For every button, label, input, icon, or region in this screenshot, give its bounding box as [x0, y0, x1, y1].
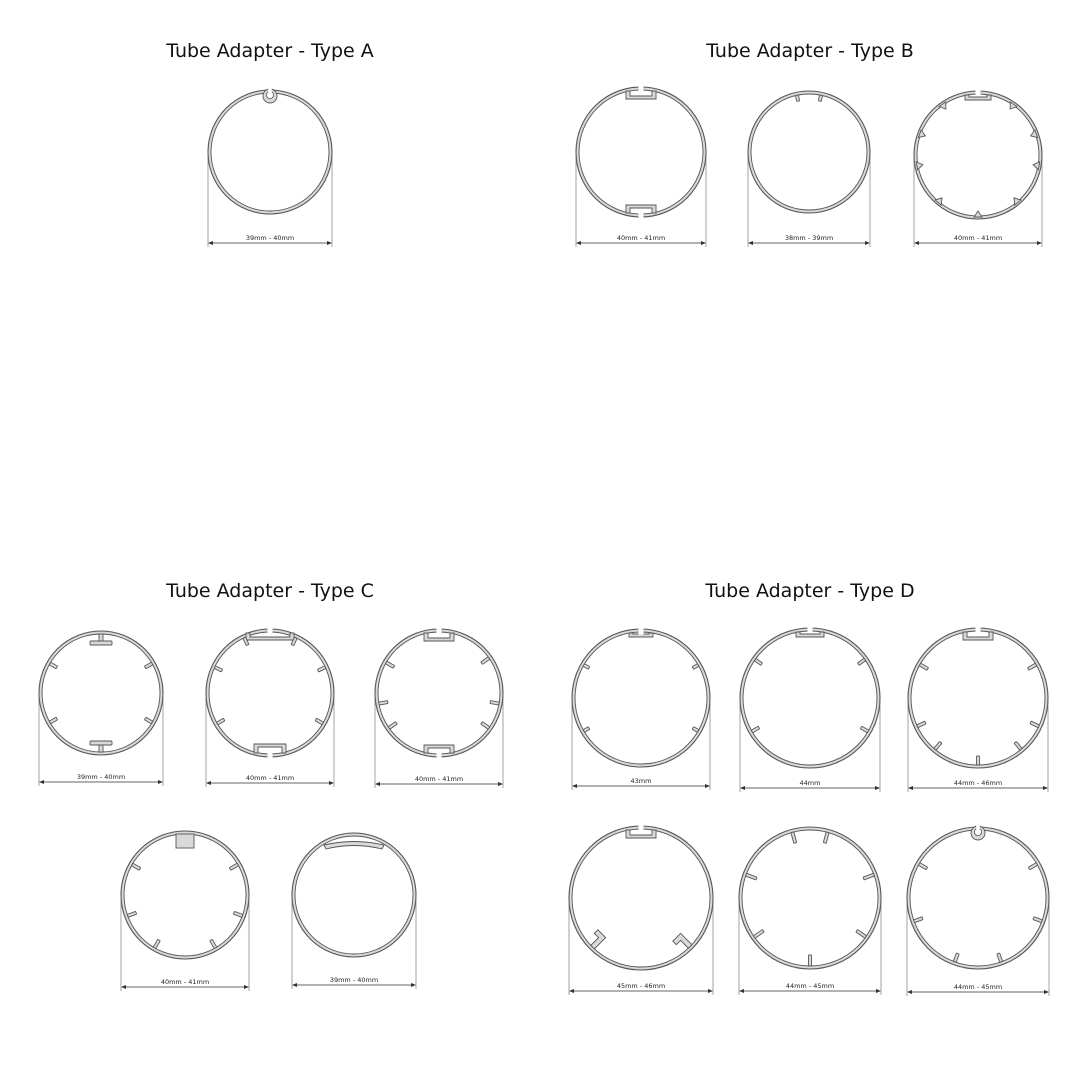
slot-opening: [437, 752, 441, 758]
dimension-label: 40mm - 41mm: [414, 775, 464, 783]
tube-profile: [739, 827, 881, 995]
dimension-arrow: [208, 241, 213, 245]
dimension-label: 40mm - 41mm: [953, 234, 1003, 242]
inner-fin: [818, 95, 822, 101]
dimension-label: 38mm - 39mm: [784, 234, 834, 242]
tube-wall-inner: [742, 830, 878, 966]
dimension-arrow: [121, 985, 126, 989]
dimension-arrow: [876, 989, 881, 993]
tube-profile: [914, 90, 1042, 247]
key-block: [176, 834, 194, 848]
dimension-label: 39mm - 40mm: [329, 976, 379, 984]
title-type-c: Tube Adapter - Type C: [166, 580, 374, 602]
tube-wall-inner: [209, 632, 331, 754]
dimension-arrow: [576, 241, 581, 245]
dimension-arrow: [1037, 241, 1042, 245]
dimension-label: 39mm - 40mm: [76, 773, 126, 781]
title-type-d: Tube Adapter - Type D: [705, 580, 915, 602]
dimension-arrow: [1044, 990, 1049, 994]
inner-fin: [977, 756, 980, 765]
slot-opening: [808, 627, 812, 633]
tube-wall-inner: [917, 94, 1039, 216]
dimension-label: 44mm: [799, 779, 821, 787]
tube-wall-inner: [911, 631, 1045, 765]
tube-profile: [292, 833, 416, 989]
tube-wall-inner: [124, 834, 246, 956]
dimension-arrow: [244, 985, 249, 989]
inner-fin: [809, 955, 812, 966]
dimension-label: 39mm - 40mm: [245, 234, 295, 242]
dimension-label: 40mm - 41mm: [245, 774, 295, 782]
dimension-arrow: [572, 784, 577, 788]
tube-profile: [206, 628, 334, 787]
dimension-arrow: [914, 241, 919, 245]
tube-profile: [908, 627, 1048, 792]
dimension-arrow: [740, 786, 745, 790]
dimension-label: 45mm - 46mm: [616, 982, 666, 990]
t-bar: [90, 641, 112, 645]
slot-opening: [639, 212, 643, 218]
dimension-arrow: [206, 781, 211, 785]
dimension-arrow: [292, 983, 297, 987]
title-type-a: Tube Adapter - Type A: [166, 40, 374, 62]
keyhole-notch: [263, 87, 277, 103]
dimension-arrow: [865, 241, 870, 245]
tube-wall-inner: [42, 634, 160, 752]
tube-wall-inner: [378, 632, 500, 754]
dimension-label: 40mm - 41mm: [616, 234, 666, 242]
slot-opening: [437, 628, 441, 634]
keyhole-gap: [268, 87, 272, 93]
tube-profile: [907, 824, 1049, 996]
dimension-arrow: [907, 990, 912, 994]
tube-wall-inner: [910, 830, 1046, 966]
slot-opening: [639, 86, 643, 92]
slot-opening: [639, 825, 643, 831]
tube-profile: [39, 631, 163, 786]
tube-profile: [375, 628, 503, 788]
tube-profile: [740, 627, 880, 792]
tube-wall-inner: [575, 632, 707, 764]
dimension-arrow: [39, 780, 44, 784]
tube-wall-inner: [751, 94, 867, 210]
dimension-label: 44mm - 45mm: [953, 983, 1003, 991]
dimension-arrow: [498, 782, 503, 786]
t-bar: [90, 741, 112, 745]
tube-profile: [748, 91, 870, 247]
dimension-arrow: [748, 241, 753, 245]
dimension-arrow: [569, 989, 574, 993]
dimension-arrow: [1043, 786, 1048, 790]
tube-profile: [208, 87, 332, 247]
slot-opening: [976, 90, 980, 96]
dimension-arrow: [739, 989, 744, 993]
dimension-arrow: [411, 983, 416, 987]
dimension-arrow: [708, 989, 713, 993]
tube-profile: [121, 831, 249, 991]
dimension-arrow: [875, 786, 880, 790]
tube-wall-inner: [579, 90, 703, 214]
dimension-label: 44mm - 45mm: [785, 982, 835, 990]
dimension-arrow: [375, 782, 380, 786]
dimension-arrow: [329, 781, 334, 785]
title-type-b: Tube Adapter - Type B: [706, 40, 914, 62]
dimension-label: 43mm: [630, 777, 652, 785]
tube-wall-inner: [743, 631, 877, 765]
slot-opening: [268, 752, 272, 758]
slot-opening: [268, 628, 272, 634]
dimension-arrow: [327, 241, 332, 245]
tube-profile: [576, 86, 706, 247]
dimension-label: 44mm - 46mm: [953, 779, 1003, 787]
tube-wall-inner: [211, 93, 329, 211]
dimension-arrow: [705, 784, 710, 788]
inner-fin: [795, 95, 799, 101]
profile-group: [39, 86, 1049, 996]
dimension-arrow: [158, 780, 163, 784]
dimension-label: 40mm - 41mm: [160, 978, 210, 986]
dimension-arrow: [908, 786, 913, 790]
tube-profile: [569, 825, 713, 995]
tube-wall-inner: [295, 836, 413, 954]
dimension-arrow: [701, 241, 706, 245]
slot-opening: [976, 627, 980, 633]
tube-profile: [572, 628, 710, 790]
slot-opening: [639, 628, 643, 634]
keyhole-gap: [976, 824, 980, 830]
keyhole-notch: [971, 824, 985, 840]
